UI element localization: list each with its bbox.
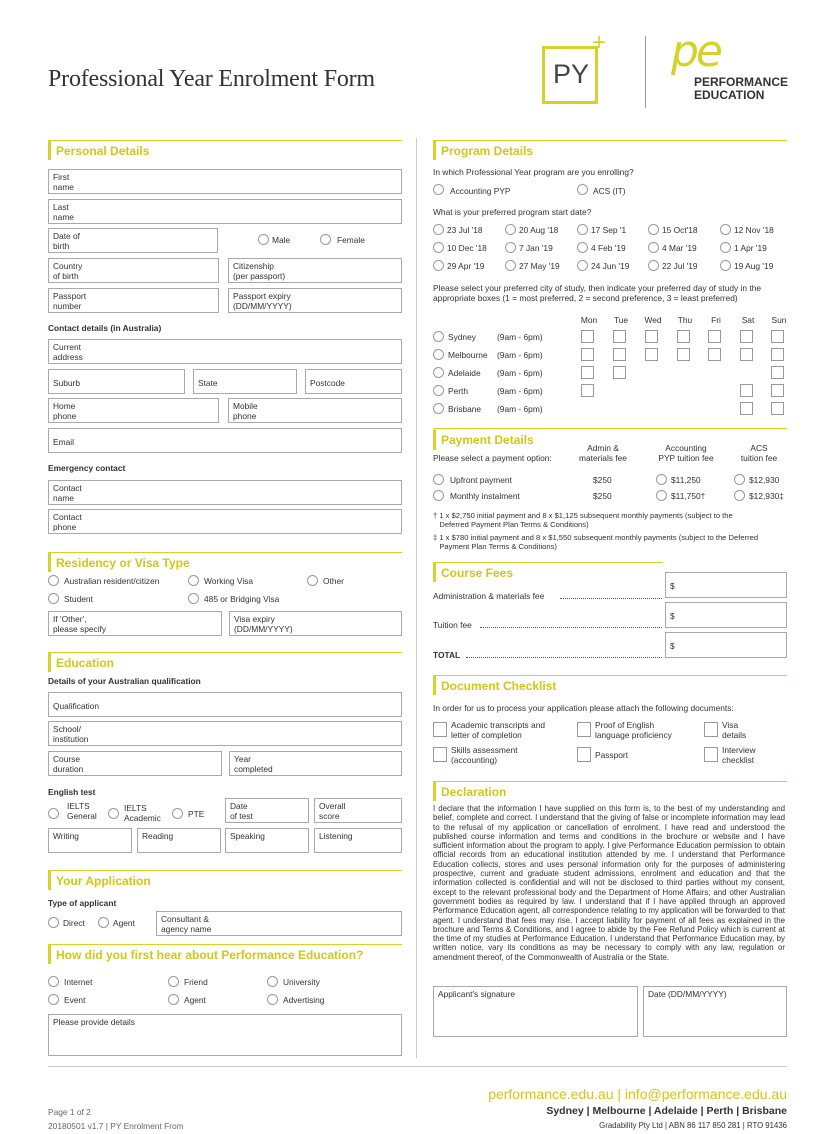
acs-it-radio[interactable] <box>577 184 588 195</box>
qualification-field[interactable]: Qualification <box>48 692 402 717</box>
start-date-question: What is your preferred program start date? <box>433 207 592 217</box>
course-fees-heading: Course Fees <box>433 562 663 582</box>
start-date-label: 22 Jul '19 <box>662 261 698 271</box>
city-label: Melbourne <box>448 350 488 360</box>
start-date-label: 1 Apr '19 <box>734 243 767 253</box>
start-date-radio[interactable] <box>505 242 516 253</box>
interview-checklist-checkbox[interactable] <box>704 747 718 762</box>
start-date-label: 29 Apr '19 <box>447 261 485 271</box>
signature-field[interactable]: Applicant's signature <box>433 986 638 1037</box>
direct-label: Direct <box>63 918 85 928</box>
male-radio[interactable] <box>258 234 269 245</box>
start-date-label: 4 Feb '19 <box>591 243 626 253</box>
pe-logo-line2: EDUCATION <box>694 88 765 102</box>
day-preference-box[interactable] <box>771 384 784 397</box>
first-name-field[interactable]: First name <box>48 169 402 194</box>
monthly-radio[interactable] <box>433 490 444 501</box>
dob-field[interactable]: Date of birth <box>48 228 218 253</box>
city-radio[interactable] <box>433 403 444 414</box>
hear-heading: How did you first hear about Performance Education? <box>48 944 402 964</box>
education-heading: Education <box>48 652 402 672</box>
start-date-label: 12 Nov '18 <box>734 225 774 235</box>
program-question: In which Professional Year program are you enrolling? <box>433 167 634 177</box>
tuition-fee-amount[interactable]: $ <box>665 602 787 628</box>
upfront-acs-radio[interactable] <box>734 474 745 485</box>
upfront-acs-fee: $12,930 <box>749 475 780 485</box>
agent-source-label: Agent <box>184 995 206 1005</box>
day-preference-box[interactable] <box>677 330 690 343</box>
page-number: Page 1 of 2 <box>48 1107 91 1117</box>
start-date-radio[interactable] <box>577 242 588 253</box>
payment-heading: Payment Details <box>433 430 563 450</box>
postcode-field[interactable]: Postcode <box>305 369 402 394</box>
speaking-score-field[interactable]: Speaking <box>225 828 309 853</box>
total-label: TOTAL <box>433 650 461 660</box>
day-header: Tue <box>613 315 629 325</box>
footer-web[interactable]: performance.edu.au | info@performance.edu.au <box>488 1086 787 1102</box>
passport-label: Passport <box>595 750 629 760</box>
aus-resident-radio[interactable] <box>48 575 59 586</box>
city-radio[interactable] <box>433 385 444 396</box>
day-preference-box[interactable] <box>677 348 690 361</box>
application-heading: Your Application <box>48 870 402 890</box>
start-date-label: 19 Aug '19 <box>734 261 774 271</box>
ielts-general-label: IELTS General <box>67 801 97 821</box>
year-completed-field[interactable]: Year completed <box>229 751 402 776</box>
page-title: Professional Year Enrolment Form <box>48 66 375 92</box>
start-date-label: 7 Jan '19 <box>519 243 553 253</box>
acs-it-label: ACS (IT) <box>593 186 626 196</box>
monthly-label: Monthly instalment <box>450 491 520 501</box>
residency-heading: Residency or Visa Type <box>48 552 402 572</box>
bridging-visa-radio[interactable] <box>188 593 199 604</box>
day-preference-box[interactable] <box>645 330 658 343</box>
working-visa-radio[interactable] <box>188 575 199 586</box>
start-date-label: 20 Aug '18 <box>519 225 559 235</box>
day-header: Wed <box>644 315 662 325</box>
tuition-fee-label: Tuition fee <box>433 620 472 630</box>
city-radio[interactable] <box>433 367 444 378</box>
admin-fee-amount[interactable]: $ <box>665 572 787 598</box>
aus-resident-label: Australian resident/citizen <box>64 576 160 586</box>
transcripts-checkbox[interactable] <box>433 722 447 737</box>
monthly-accounting-radio[interactable] <box>656 490 667 501</box>
tuition-fee-dots <box>480 627 662 628</box>
friend-label: Friend <box>184 977 208 987</box>
checklist-intro: In order for us to process your application please attach the following documents: <box>433 703 734 713</box>
day-header: Thu <box>677 315 693 325</box>
day-preference-box[interactable] <box>613 348 626 361</box>
english-proof-checkbox[interactable] <box>577 722 591 737</box>
start-date-radio[interactable] <box>577 224 588 235</box>
email-field[interactable]: Email <box>48 428 402 453</box>
city-hours: (9am - 6pm) <box>497 332 543 342</box>
day-preference-box[interactable] <box>771 330 784 343</box>
monthly-acs-fee: $12,930‡ <box>749 491 784 501</box>
total-dots <box>466 657 662 658</box>
applicant-type-heading: Type of applicant <box>48 898 117 908</box>
passport-number-field[interactable]: Passport number <box>48 288 219 313</box>
city-label: Sydney <box>448 332 476 342</box>
day-header: Sun <box>771 315 787 325</box>
day-preference-box[interactable] <box>708 348 721 361</box>
start-date-label: 27 May '19 <box>519 261 560 271</box>
start-date-radio[interactable] <box>648 242 659 253</box>
city-hours: (9am - 6pm) <box>497 404 543 414</box>
other-visa-radio[interactable] <box>307 575 318 586</box>
start-date-radio[interactable] <box>577 260 588 271</box>
city-radio[interactable] <box>433 331 444 342</box>
day-header: Fri <box>711 315 721 325</box>
overall-score-field[interactable]: Overall score <box>314 798 402 823</box>
passport-expiry-field[interactable]: Passport expiry (DD/MM/YYYY) <box>228 288 402 313</box>
home-phone-field[interactable]: Home phone <box>48 398 219 423</box>
other-specify-field[interactable]: If 'Other', please specify <box>48 611 222 636</box>
working-visa-label: Working Visa <box>204 576 254 586</box>
internet-radio[interactable] <box>48 976 59 987</box>
current-address-field[interactable]: Current address <box>48 339 402 364</box>
city-radio[interactable] <box>433 349 444 360</box>
reading-score-field[interactable]: Reading <box>137 828 221 853</box>
contact-phone-field[interactable]: Contact phone <box>48 509 402 534</box>
day-preference-box[interactable] <box>740 402 753 415</box>
bridging-visa-label: 485 or Bridging Visa <box>204 594 280 604</box>
personal-details-heading: Personal Details <box>48 140 402 160</box>
mobile-phone-field[interactable]: Mobile phone <box>228 398 402 423</box>
city-question: Please select your preferred city of study, then indicate your preferred day of study in the appropriate boxes (1 = most preferred, 2 = second preference, 3 = least preferred) <box>433 283 762 303</box>
passport-checkbox[interactable] <box>577 747 591 762</box>
pe-logo: pe <box>671 26 720 77</box>
day-header: Mon <box>580 315 598 325</box>
day-preference-box[interactable] <box>740 330 753 343</box>
day-preference-box[interactable] <box>708 330 721 343</box>
declaration-text: I declare that the information I have supplied on this form is, to the best of my understanding and belief, complete and correct. I understand that the giving of false or incomplete information may lead to the refusal of my application or cancellation of enrolment. I have read and understood the published course information and terms and conditions in the brochure or website and I have sufficient information about the program to apply. I give Performance Education permission to obtain official records from an educational institution attended by me. I understand that Performance Education collects, stores and uses personal information only for the purposes of administering prospective, current and graduate student admissions, enrolment and education and that the information collected is confidential and will not be disclosed to third parties without my consent, except to the relevant professional body and the Department of Home Affairs; and other Australian government bodies as required by law. I understand that if I have applied through an approved Performance Education agent, all correspondence relating to my application will be forwarded to that agent. I understand that fees may rise. I accept liability for payment of all fees as explained in the brochure and Terms & Conditions, and I agree to abide by the Fee Refund Policy which is current at the time of my studies at Performance Education. I understand that Performance Education may, by written notice, vary its conditions as may be necessary to comply with any law, regulation or amendment thereof, of the Commonwealth of Australia or the State. <box>433 804 785 962</box>
accounting-pyp-radio[interactable] <box>433 184 444 195</box>
female-label: Female <box>337 235 365 245</box>
start-date-radio[interactable] <box>648 260 659 271</box>
day-preference-box[interactable] <box>740 348 753 361</box>
date-of-test-field[interactable]: Date of test <box>225 798 309 823</box>
start-date-label: 17 Sep '1 <box>591 225 627 235</box>
pte-label: PTE <box>188 809 205 819</box>
declaration-heading: Declaration <box>433 781 787 801</box>
checklist-heading: Document Checklist <box>433 675 787 695</box>
day-preference-box[interactable] <box>771 402 784 415</box>
city-label: Perth <box>448 386 469 396</box>
school-field[interactable]: School/ institution <box>48 721 402 746</box>
start-date-radio[interactable] <box>433 260 444 271</box>
city-label: Adelaide <box>448 368 481 378</box>
acs-fee-col: ACS tuition fee <box>740 443 778 463</box>
day-preference-box[interactable] <box>771 348 784 361</box>
city-hours: (9am - 6pm) <box>497 350 543 360</box>
advertising-label: Advertising <box>283 995 325 1005</box>
skills-assessment-label: Skills assessment (accounting) <box>451 745 518 765</box>
english-test-heading: English test <box>48 787 96 797</box>
start-date-radio[interactable] <box>505 260 516 271</box>
upfront-accounting-radio[interactable] <box>656 474 667 485</box>
direct-radio[interactable] <box>48 917 59 928</box>
interview-checklist-label: Interview checklist <box>722 745 756 765</box>
friend-radio[interactable] <box>168 976 179 987</box>
city-hours: (9am - 6pm) <box>497 368 543 378</box>
accounting-pyp-label: Accounting PYP <box>450 186 511 196</box>
contact-name-field[interactable]: Contact name <box>48 480 402 505</box>
other-visa-label: Other <box>323 576 344 586</box>
female-radio[interactable] <box>320 234 331 245</box>
payment-note-2: ‡ 1 x $780 initial payment and 8 x $1,550 subsequent monthly payments (subject to the Deferred Payment Plan Terms & Conditions) <box>433 533 759 551</box>
agent-radio[interactable] <box>98 917 109 928</box>
event-radio[interactable] <box>48 994 59 1005</box>
advertising-radio[interactable] <box>267 994 278 1005</box>
university-label: University <box>283 977 320 987</box>
emergency-contact-heading: Emergency contact <box>48 463 126 473</box>
monthly-accounting-fee: $11,750† <box>671 491 706 501</box>
day-preference-box[interactable] <box>613 366 626 379</box>
visa-details-checkbox[interactable] <box>704 722 718 737</box>
plus-icon: + <box>592 29 607 56</box>
skills-assessment-checkbox[interactable] <box>433 747 447 762</box>
event-label: Event <box>64 995 86 1005</box>
ielts-academic-radio[interactable] <box>108 808 119 819</box>
footer-cities: Sydney | Melbourne | Adelaide | Perth | Brisbane <box>546 1105 787 1117</box>
course-duration-field[interactable]: Course duration <box>48 751 222 776</box>
py-logo: PY <box>542 46 598 104</box>
student-visa-label: Student <box>64 594 93 604</box>
start-date-radio[interactable] <box>720 224 731 235</box>
day-preference-box[interactable] <box>771 366 784 379</box>
last-name-field[interactable]: Last name <box>48 199 402 224</box>
day-preference-box[interactable] <box>581 384 594 397</box>
day-preference-box[interactable] <box>645 348 658 361</box>
monthly-admin-fee: $250 <box>593 491 612 501</box>
admin-fee-label: Administration & materials fee <box>433 591 545 601</box>
ielts-general-radio[interactable] <box>48 808 59 819</box>
male-label: Male <box>272 235 291 245</box>
visa-details-label: Visa details <box>722 720 747 740</box>
country-of-birth-field[interactable]: Country of birth <box>48 258 219 283</box>
details-textarea[interactable]: Please provide details <box>48 1014 402 1056</box>
start-date-label: 10 Dec '18 <box>447 243 487 253</box>
suburb-field[interactable]: Suburb <box>48 369 185 394</box>
student-visa-radio[interactable] <box>48 593 59 604</box>
visa-expiry-field[interactable]: Visa expiry (DD/MM/YYYY) <box>229 611 402 636</box>
agent-label: Agent <box>113 918 135 928</box>
listening-score-field[interactable]: Listening <box>314 828 402 853</box>
pte-radio[interactable] <box>172 808 183 819</box>
start-date-radio[interactable] <box>720 260 731 271</box>
payment-select-label: Please select a payment option: <box>433 453 552 463</box>
city-hours: (9am - 6pm) <box>497 386 543 396</box>
english-proof-label: Proof of English language proficiency <box>595 720 672 740</box>
admin-fee-col: Admin & materials fee <box>579 443 627 463</box>
start-date-radio[interactable] <box>433 224 444 235</box>
day-preference-box[interactable] <box>613 330 626 343</box>
total-amount[interactable]: $ <box>665 632 787 658</box>
payment-heading-rule <box>433 428 787 429</box>
ielts-academic-label: IELTS Academic <box>124 803 161 823</box>
payment-note-1: † 1 x $2,750 initial payment and 8 x $1,125 subsequent monthly payments (subject to the Deferred Payment Plan Terms & Conditions) <box>433 511 733 529</box>
upfront-radio[interactable] <box>433 474 444 485</box>
start-date-label: 15 Oct'18 <box>662 225 698 235</box>
writing-score-field[interactable]: Writing <box>48 828 132 853</box>
start-date-label: 23 Jul '18 <box>447 225 483 235</box>
start-date-radio[interactable] <box>648 224 659 235</box>
upfront-admin-fee: $250 <box>593 475 612 485</box>
city-label: Brisbane <box>448 404 482 414</box>
program-heading: Program Details <box>433 140 787 160</box>
version: 20180501 v1.7 | PY Enrolment From <box>48 1121 184 1131</box>
day-preference-box[interactable] <box>581 366 594 379</box>
footer-abn: Gradability Pty Ltd | ABN 86 117 850 281 | RTO 91436 <box>599 1121 787 1130</box>
monthly-acs-radio[interactable] <box>734 490 745 501</box>
university-radio[interactable] <box>267 976 278 987</box>
start-date-label: 24 Jun '19 <box>591 261 630 271</box>
day-preference-box[interactable] <box>740 384 753 397</box>
day-preference-box[interactable] <box>581 348 594 361</box>
footer-rule <box>48 1066 787 1067</box>
start-date-label: 4 Mar '19 <box>662 243 697 253</box>
internet-label: Internet <box>64 977 93 987</box>
upfront-accounting-fee: $11,250 <box>671 475 701 485</box>
day-preference-box[interactable] <box>581 330 594 343</box>
upfront-label: Upfront payment <box>450 475 512 485</box>
admin-fee-dots <box>560 598 662 599</box>
consultant-agency-field[interactable]: Consultant & agency name <box>156 911 402 936</box>
pe-logo-line1: PERFORMANCE <box>694 75 789 89</box>
day-header: Sat <box>741 315 755 325</box>
start-date-radio[interactable] <box>720 242 731 253</box>
declaration-date-field[interactable]: Date (DD/MM/YYYY) <box>643 986 787 1037</box>
qualification-subheading: Details of your Australian qualification <box>48 676 201 686</box>
start-date-radio[interactable] <box>505 224 516 235</box>
citizenship-field[interactable]: Citizenship (per passport) <box>228 258 402 283</box>
contact-details-heading: Contact details (in Australia) <box>48 323 162 333</box>
accounting-fee-col: Accounting PYP tuition fee <box>658 443 714 463</box>
agent-source-radio[interactable] <box>168 994 179 1005</box>
transcripts-label: Academic transcripts and letter of completion <box>451 720 546 740</box>
column-divider <box>416 138 417 1058</box>
start-date-radio[interactable] <box>433 242 444 253</box>
state-field[interactable]: State <box>193 369 297 394</box>
logo-divider <box>645 36 646 108</box>
